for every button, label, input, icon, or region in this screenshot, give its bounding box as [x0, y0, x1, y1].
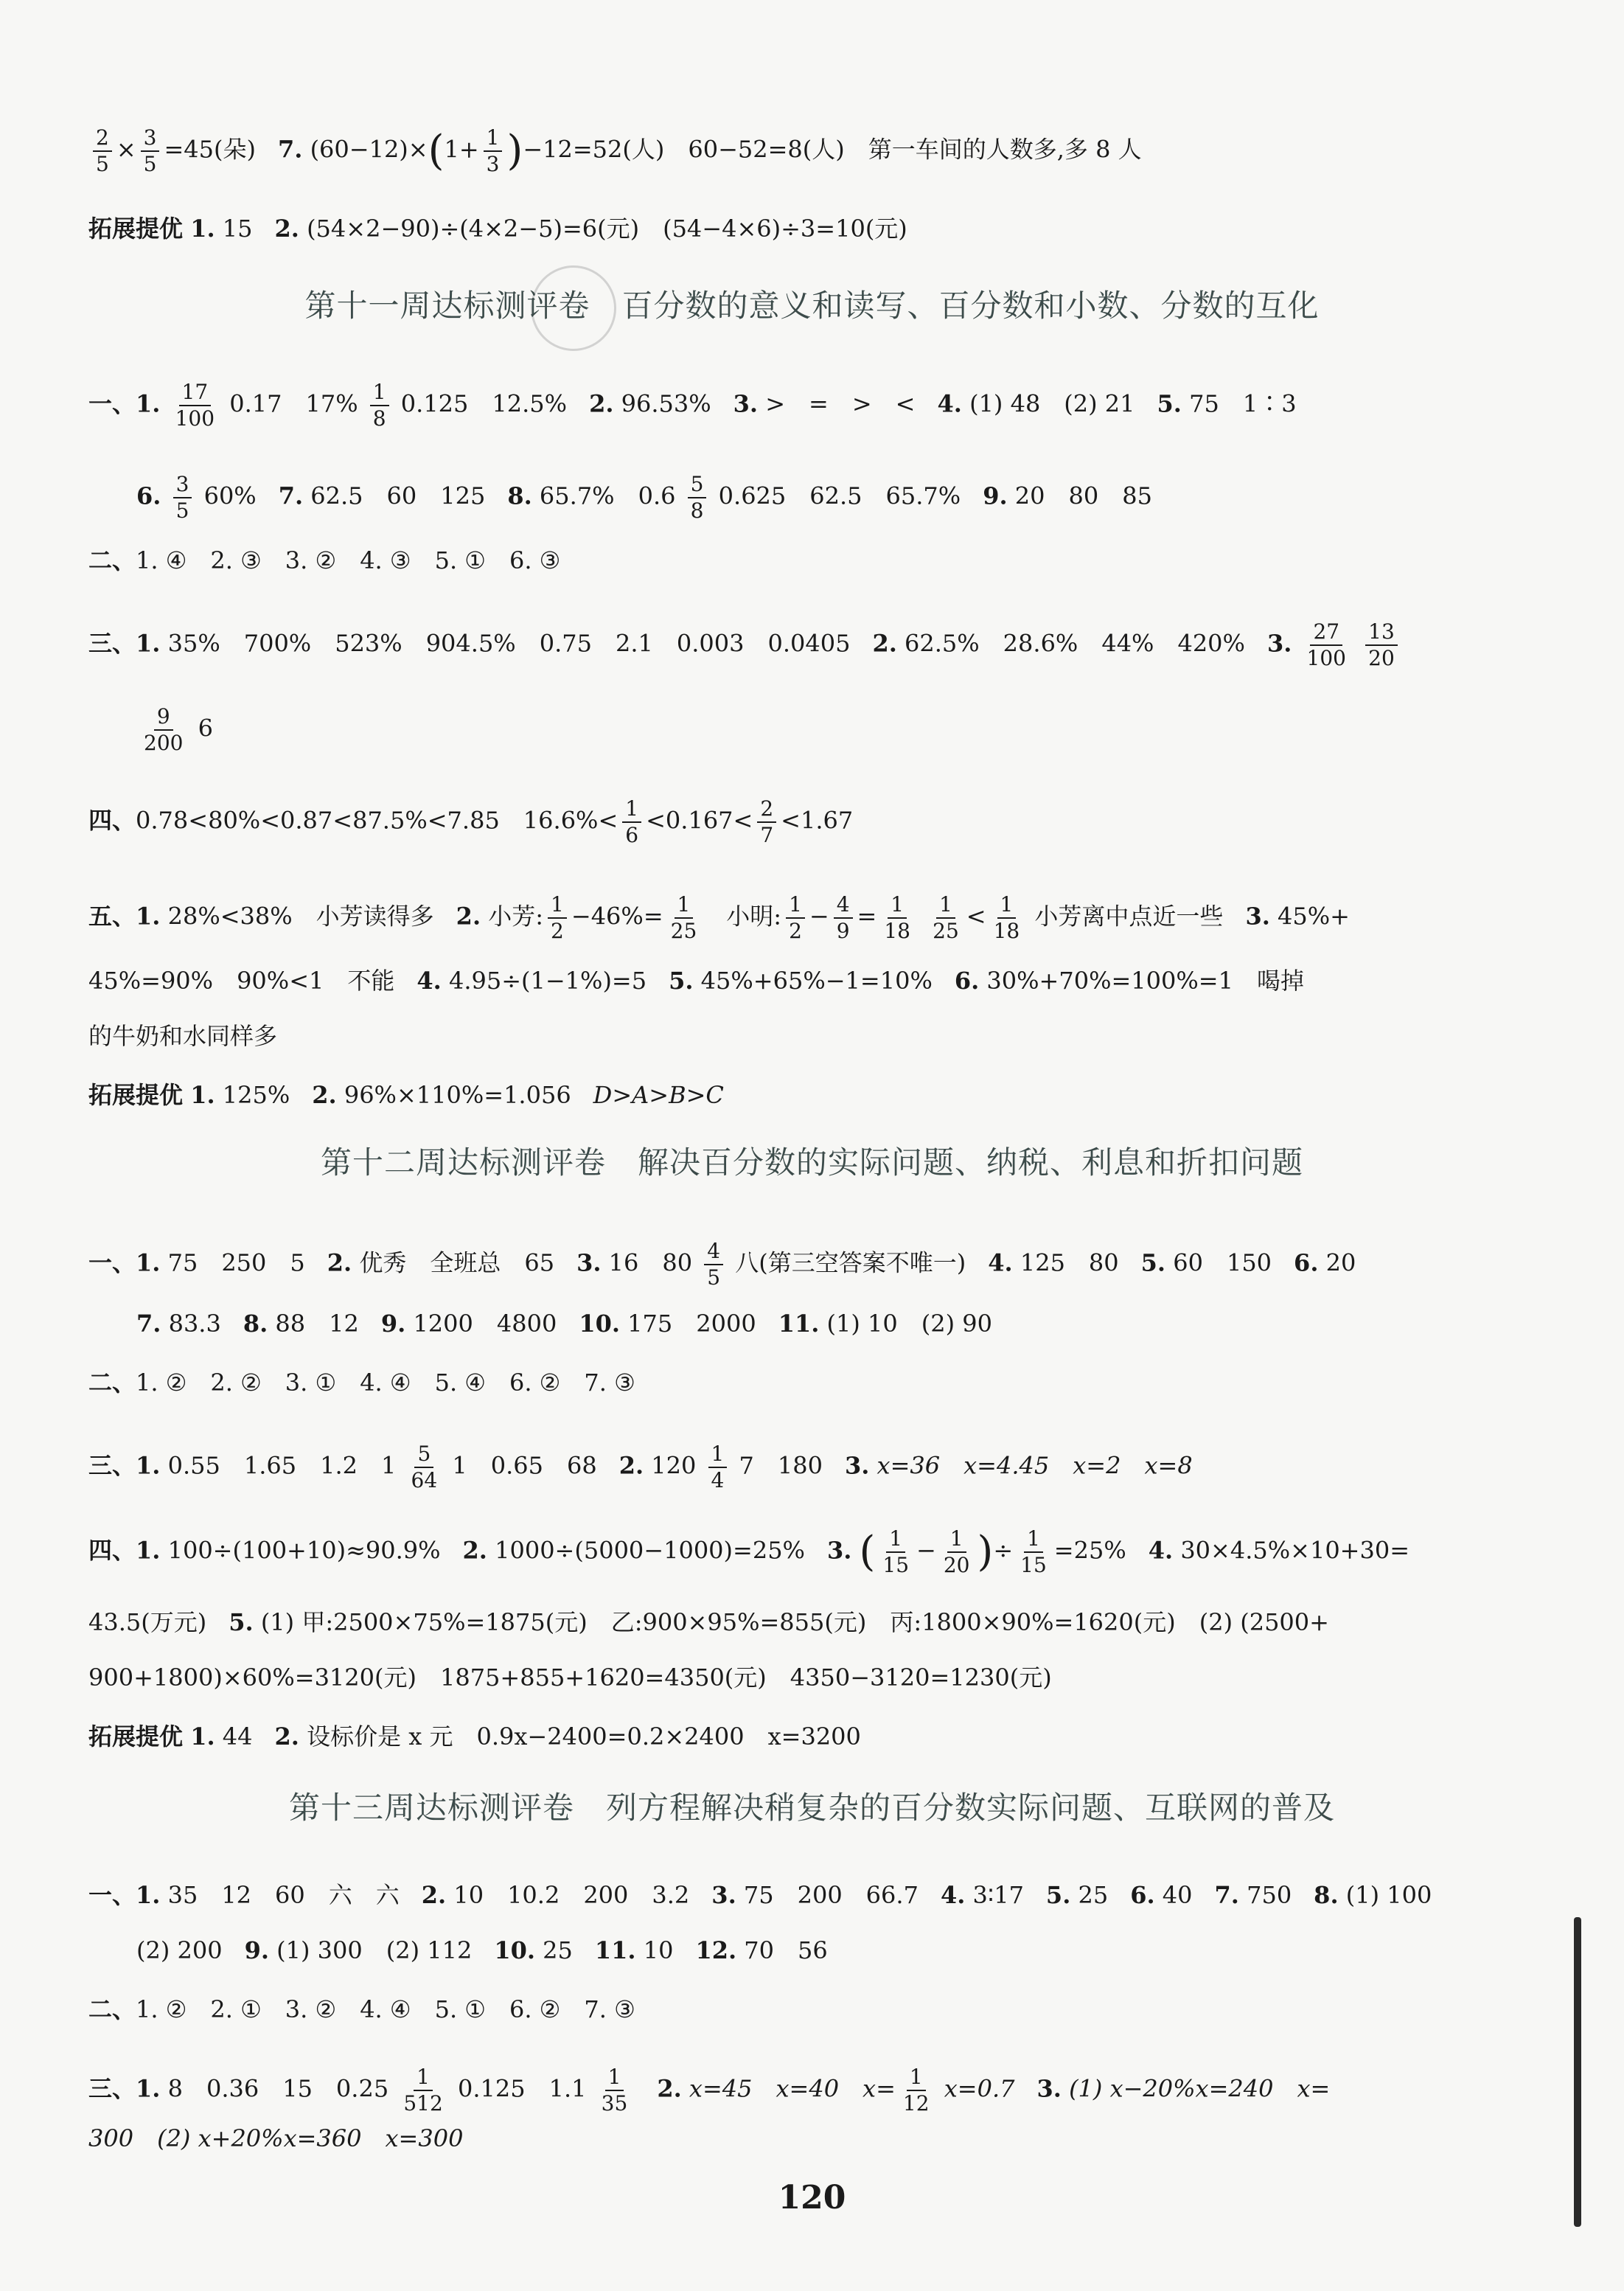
fraction: $\frac{3}{5}$ — [141, 125, 160, 177]
fraction: $\frac{1}{3}$ — [484, 125, 503, 177]
answer-line: 二、1. ④ 2. ③ 3. ② 4. ③ 5. ① 6. ③ — [88, 546, 561, 574]
answer-line: $\frac{2}{5}$ × $\frac{3}{5}$ =45(朵) 7. (60−12)×(1+ $\frac{1}{3}$ )−12=52(人) 60−52=8(人) 第一车间的人数多,多 8 人 — [0, 125, 1624, 177]
answer-line: 300 (2) x+20%x=360 x=300 — [88, 2124, 464, 2152]
section-title: 第十一周达标测评卷 百分数的意义和读写、百分数和小数、分数的互化 — [304, 288, 1320, 324]
answer-line: 五、1. 28%<38% 小芳读得多 2. 小芳: $\frac{1}{2}$ −46%= $\frac{1}{25}$ 小明: $\frac{1}{2}$ − $\frac{4}{9}$ = $\frac{1}{18}$ $\frac{1}{25}$ < $\frac{1}{18}$ 小芳离中点近一些 3. 45%+ — [88, 892, 1350, 943]
answer-line: $\frac{9}{200}$ 6 — [144, 704, 213, 755]
answer-line: 三、1. 8 0.36 15 0.25 $\frac{1}{512}$ 0.125 1.1 $\frac{1}{35}$ 2. x=45 x=40 x= $\frac{1}{12}$ x=0.7 3. (1) x−20%x=240 x= — [88, 2065, 1331, 2116]
answer-line: (2) 200 9. (1) 300 (2) 112 10. 25 11. 10 12. 70 56 — [136, 1936, 828, 1964]
answer-line: 6. $\frac{3}{5}$ 60% 7. 62.5 60 125 8. 65.7% 0.6 $\frac{5}{8}$ 0.625 62.5 65.7% 9. 20 80 85 — [136, 472, 1152, 523]
answer-line: 四、0.78<80%<0.87<87.5%<7.85 16.6%< $\frac{1}{6}$ <0.167< $\frac{2}{7}$ <1.67 — [88, 796, 854, 847]
extension-line: 拓展提优 1. 125% 2. 96%×110%=1.056 D>A>B>C — [88, 1081, 724, 1109]
section-title: 第十二周达标测评卷 解决百分数的实际问题、纳税、利息和折扣问题 — [320, 1144, 1303, 1181]
answer-line: 四、1. 100÷(100+10)≈90.9% 2. 1000÷(5000−1000)=25% 3. ( $\frac{1}{15}$ − $\frac{1}{20}$ )÷ $\frac{1}{15}$ =25% 4. 30×4.5%×10+30= — [88, 1526, 1410, 1577]
section-title: 第十三周达标测评卷 列方程解决稍复杂的百分数实际问题、互联网的普及 — [288, 1790, 1335, 1826]
answer-line: 二、1. ② 2. ① 3. ② 4. ④ 5. ① 6. ② 7. ③ — [88, 1995, 635, 2023]
answer-line: 一、1. $\frac{17}{100}$ 0.17 17% $\frac{1}{8}$ 0.125 12.5% 2. 96.53% 3. > = > < 4. (1) 48 (2) 21 5. 75 1∶3 — [88, 380, 1297, 431]
answer-line: 7. 83.3 8. 88 12 9. 1200 4800 10. 175 2000 11. (1) 10 (2) 90 — [136, 1310, 992, 1338]
answer-line: 900+1800)×60%=3120(元) 1875+855+1620=4350(元) 4350−3120=1230(元) — [88, 1664, 1052, 1692]
scan-edge — [1574, 1917, 1581, 2227]
extension-line: 拓展提优 1. 15 2. (54×2−90)÷(4×2−5)=6(元) (54−4×6)÷3=10(元) — [88, 215, 907, 243]
answer-line: 45%=90% 90%<1 不能 4. 4.95÷(1−1%)=5 5. 45%+65%−1=10% 6. 30%+70%=100%=1 喝掉 — [88, 967, 1304, 995]
answer-line: 的牛奶和水同样多 — [88, 1022, 278, 1050]
answer-line: 二、1. ② 2. ② 3. ① 4. ④ 5. ④ 6. ② 7. ③ — [88, 1369, 635, 1397]
answer-line: 一、1. 35 12 60 六 六 2. 10 10.2 200 3.2 3. 75 200 66.7 4. 3∶17 5. 25 6. 40 7. 750 8. (1) 100 — [88, 1881, 1432, 1909]
extension-line: 拓展提优 1. 44 2. 设标价是 x 元 0.9x−2400=0.2×2400 x=3200 — [88, 1722, 861, 1751]
page-number: 120 — [778, 2179, 846, 2217]
answer-line: 三、1. 0.55 1.65 1.2 1 $\frac{5}{64}$ 1 0.65 68 2. 120 $\frac{1}{4}$ 7 180 3. x=36 x=4.45 x=2 x=8 — [88, 1442, 1193, 1492]
answer-line: 一、1. 75 250 5 2. 优秀 全班总 65 3. 16 80 $\frac{4}{5}$ 八(第三空答案不唯一) 4. 125 80 5. 60 150 6. 20 — [88, 1239, 1356, 1290]
answer-line: 三、1. 35% 700% 523% 904.5% 0.75 2.1 0.003 0.0405 2. 62.5% 28.6% 44% 420% 3. $\frac{27}{100}$ $\frac{13}{20}$ — [0, 619, 1624, 671]
answer-line: 43.5(万元) 5. (1) 甲:2500×75%=1875(元) 乙:900×95%=855(元) 丙:1800×90%=1620(元) (2) (2500+ — [88, 1608, 1329, 1636]
fraction: $\frac{2}{5}$ — [93, 125, 112, 177]
